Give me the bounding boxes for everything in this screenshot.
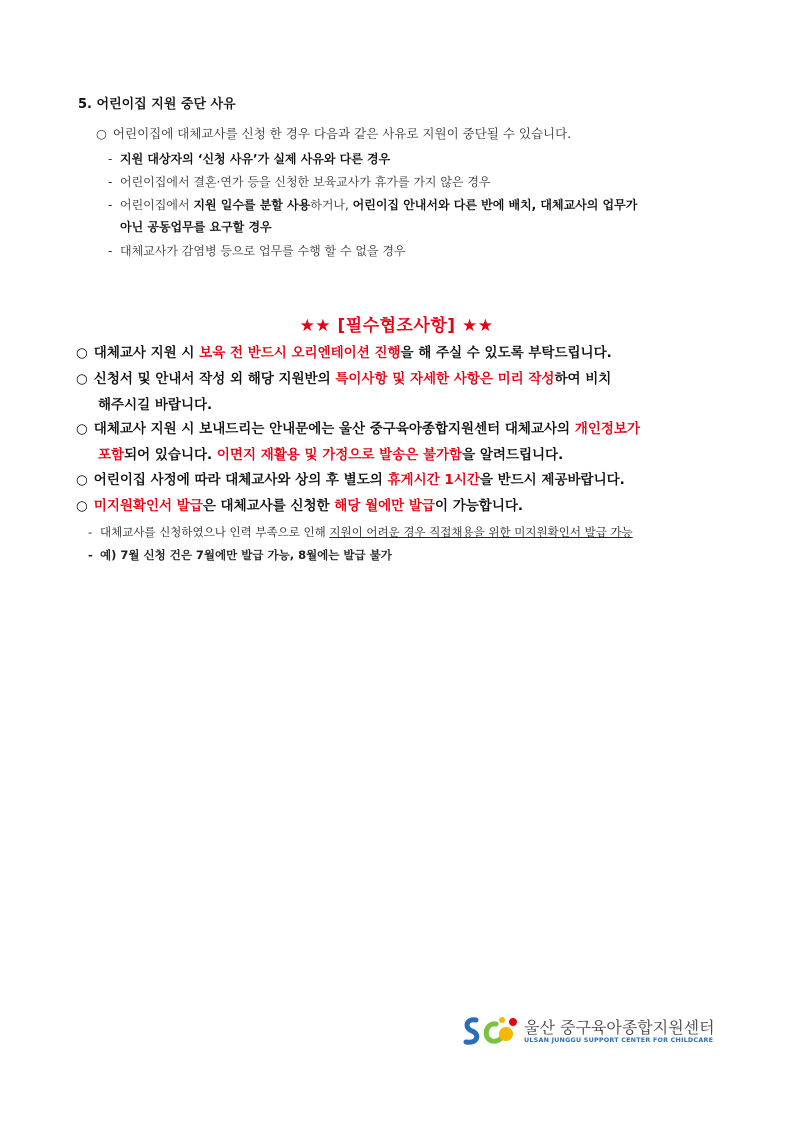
required-item-5	[76, 493, 726, 519]
required-item-4	[76, 467, 726, 493]
reason-text: 어린이집에서	[120, 198, 194, 212]
note-item-2	[88, 545, 392, 565]
reason-text: 하거나,	[310, 198, 353, 212]
item-text: 을 반드시 제공바랍니다.	[479, 472, 625, 488]
item-highlight: 이면지 재활용 및 가정으로 발송은 불가함	[216, 447, 463, 463]
intro-text: 어린이집에 대체교사를 신청 한 경우 다음과 같은 사유로 지원이 중단될 수 있습니다.	[112, 126, 572, 141]
item-text: 을 해 주실 수 있도록 부탁드립니다.	[400, 345, 612, 361]
item-text: 이 가능합니다.	[434, 498, 524, 514]
circle-bullet: ○	[76, 498, 88, 514]
item-highlight: 개인정보가	[574, 421, 640, 437]
required-item-3	[76, 416, 726, 468]
reason-bold-continued: 아닌 공동업무를 요구할 경우	[120, 220, 272, 234]
item-highlight: 특이사항 및 자세한 사항은 미리 작성	[335, 371, 555, 387]
reason-bold: 어린이집 안내서와 다른 반에 배치, 대체교사의 업무가	[352, 198, 638, 212]
dash-bullet: -	[108, 152, 113, 166]
center-logo-mark-icon	[462, 1014, 520, 1048]
item-text: 되어 있습니다.	[124, 447, 217, 463]
circle-bullet: ○	[96, 126, 107, 141]
dash-bullet: -	[88, 548, 93, 562]
dash-bullet: -	[108, 175, 113, 189]
reason-item-4	[108, 240, 406, 262]
item-highlight: 해당 월에만 발급	[334, 498, 435, 514]
logo-name-english: ULSAN JUNGGU SUPPORT CENTER FOR CHILDCARE	[524, 1036, 714, 1044]
item-text: 하여 비치	[554, 371, 612, 387]
circle-bullet: ○	[76, 371, 88, 387]
logo-name-korean: 울산 중구육아종합지원센터	[524, 1018, 715, 1037]
item-text: 대체교사 지원 시 보내드리는 안내문에는 울산 중구육아종합지원센터 대체교사의	[93, 421, 575, 437]
required-heading: ★★ [필수협조사항] ★★	[299, 316, 494, 336]
item-text: 은 대체교사를 신청한	[202, 498, 335, 514]
circle-bullet: ○	[76, 421, 88, 437]
reason-item-2	[108, 171, 491, 193]
item-highlight: 포함	[98, 447, 125, 463]
item-text-continued: 해주시길 바랍니다.	[98, 397, 213, 413]
note-text: 대체교사를 신청하였으나 인력 부족으로 인해	[100, 525, 330, 539]
dash-bullet: -	[108, 244, 113, 258]
item-text: 어린이집 사정에 따라 대체교사와 상의 후 별도의	[93, 472, 388, 488]
circle-bullet: ○	[76, 472, 88, 488]
dash-bullet: -	[108, 198, 113, 212]
required-item-1	[76, 340, 726, 366]
dash-bullet: -	[88, 525, 93, 539]
reason-text: 대체교사가 감염병 등으로 업무를 수행 할 수 없을 경우	[120, 244, 406, 258]
item-text: 대체교사 지원 시	[93, 345, 200, 361]
item-text: 신청서 및 안내서 작성 외 해당 지원반의	[93, 371, 336, 387]
item-text: 을 알려드립니다.	[462, 447, 564, 463]
section-title: 5. 어린이집 지원 중단 사유	[78, 97, 236, 112]
reason-bold: 지원 일수를 분할 사용	[193, 198, 311, 212]
circle-bullet: ○	[76, 345, 88, 361]
note-item-1	[88, 522, 633, 542]
note-underlined: 지원이 어려운 경우 직접채용을 위한 미지원확인서 발급 가능	[329, 525, 633, 539]
section-intro	[96, 124, 571, 142]
item-highlight: 미지원확인서 발급	[93, 498, 203, 514]
reason-item-3	[108, 194, 637, 238]
item-highlight: 휴게시간 1시간	[387, 472, 480, 488]
required-item-2	[76, 366, 726, 418]
reason-item-1	[108, 148, 390, 170]
item-highlight: 보육 전 반드시 오리엔테이션 진행	[199, 345, 401, 361]
reason-text: 지원 대상자의 ‘신청 사유’가 실제 사유와 다른 경우	[120, 152, 391, 166]
note-text: 예) 7월 신청 건은 7월에만 발급 가능, 8월에는 발급 불가	[100, 548, 392, 562]
center-logo	[462, 1014, 722, 1050]
reason-text: 어린이집에서 결혼·연가 등을 신청한 보육교사가 휴가를 가지 않은 경우	[120, 175, 491, 189]
